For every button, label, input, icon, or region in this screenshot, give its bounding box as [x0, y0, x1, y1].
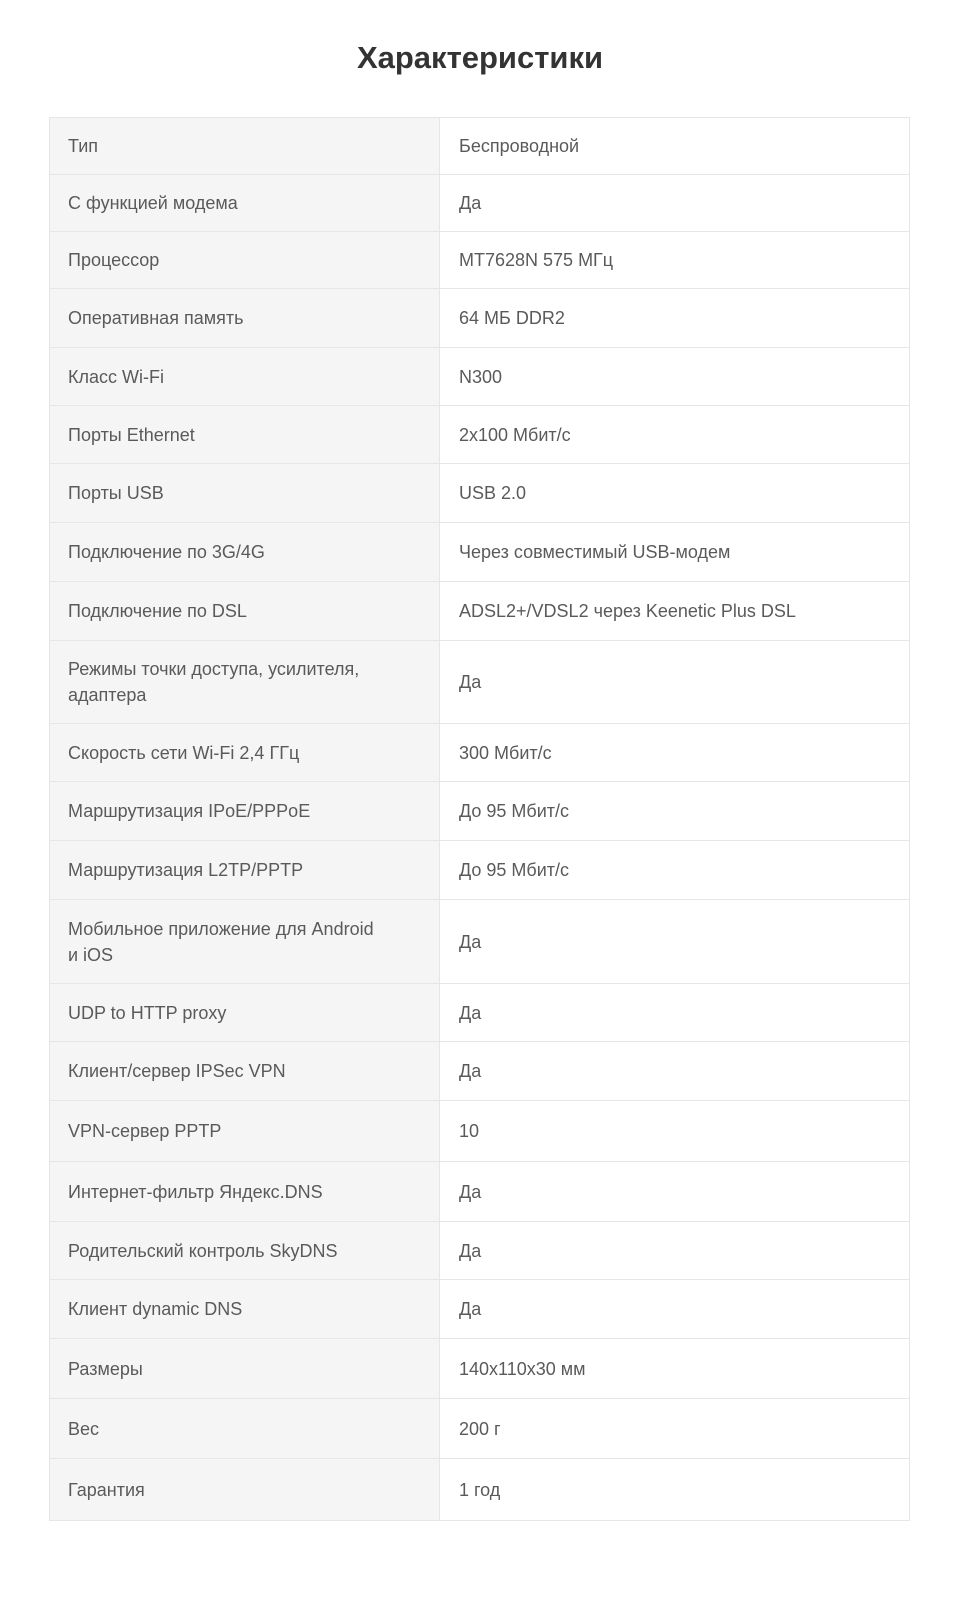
- spec-label: Маршрутизация IPoE/PPPoE: [50, 782, 440, 841]
- spec-label: Клиент dynamic DNS: [50, 1280, 440, 1339]
- spec-value: MT7628N 575 МГц: [440, 232, 910, 289]
- page-title: Характеристики: [356, 40, 604, 75]
- spec-label: Подключение по DSL: [50, 582, 440, 641]
- table-row: [50, 1339, 910, 1399]
- spec-label: Тип: [50, 118, 440, 175]
- table-row: [50, 782, 910, 841]
- table-row: [50, 724, 910, 782]
- table-row: [50, 348, 910, 406]
- spec-label: Родительский контроль SkyDNS: [50, 1222, 440, 1280]
- spec-value: 1 год: [440, 1459, 910, 1521]
- table-row: [50, 582, 910, 641]
- spec-label: UDP to HTTP proxy: [50, 984, 440, 1042]
- table-row: [50, 1222, 910, 1280]
- spec-value: Беспроводной: [440, 118, 910, 175]
- spec-label: Клиент/сервер IPSec VPN: [50, 1042, 440, 1101]
- spec-value: 64 МБ DDR2: [440, 289, 910, 348]
- spec-label: Размеры: [50, 1339, 440, 1399]
- table-row: [50, 1162, 910, 1222]
- spec-value: До 95 Мбит/с: [440, 841, 910, 900]
- spec-label: VPN-сервер PPTP: [50, 1101, 440, 1162]
- spec-value: Да: [440, 1162, 910, 1222]
- specs-table: [49, 117, 910, 1521]
- spec-label: Порты USB: [50, 464, 440, 523]
- spec-value: Да: [440, 984, 910, 1042]
- table-row: [50, 232, 910, 289]
- table-row: [50, 1399, 910, 1459]
- table-row: [50, 641, 910, 724]
- spec-value: 10: [440, 1101, 910, 1162]
- spec-label: Режимы точки доступа, усилителя, адаптера: [50, 641, 440, 724]
- table-row: [50, 1459, 910, 1521]
- table-row: [50, 523, 910, 582]
- table-row: [50, 1042, 910, 1101]
- specs-table-body: [50, 118, 910, 1521]
- spec-value: Да: [440, 1222, 910, 1280]
- spec-value: Да: [440, 641, 910, 724]
- table-row: [50, 406, 910, 464]
- table-row: [50, 841, 910, 900]
- spec-value: 300 Мбит/с: [440, 724, 910, 782]
- spec-label: Маршрутизация L2TP/PPTP: [50, 841, 440, 900]
- spec-label: Подключение по 3G/4G: [50, 523, 440, 582]
- table-row: [50, 464, 910, 523]
- spec-value: USB 2.0: [440, 464, 910, 523]
- spec-value: 140x110x30 мм: [440, 1339, 910, 1399]
- table-row: [50, 1101, 910, 1162]
- spec-value: Да: [440, 900, 910, 984]
- table-row: [50, 175, 910, 232]
- spec-label: Интернет-фильтр Яндекс.DNS: [50, 1162, 440, 1222]
- table-row: [50, 900, 910, 984]
- spec-value: ADSL2+/VDSL2 через Keenetic Plus DSL: [440, 582, 910, 641]
- spec-label: С функцией модема: [50, 175, 440, 232]
- spec-label: Вес: [50, 1399, 440, 1459]
- spec-value: Да: [440, 175, 910, 232]
- spec-label: Мобильное приложение для Android и iOS: [50, 900, 440, 984]
- spec-label: Класс Wi-Fi: [50, 348, 440, 406]
- spec-label: Скорость сети Wi-Fi 2,4 ГГц: [50, 724, 440, 782]
- spec-value: 200 г: [440, 1399, 910, 1459]
- spec-label: Порты Ethernet: [50, 406, 440, 464]
- table-row: [50, 1280, 910, 1339]
- spec-label: Процессор: [50, 232, 440, 289]
- spec-label: Оперативная память: [50, 289, 440, 348]
- spec-value: До 95 Мбит/с: [440, 782, 910, 841]
- spec-value: Да: [440, 1280, 910, 1339]
- spec-value: Да: [440, 1042, 910, 1101]
- spec-label: Гарантия: [50, 1459, 440, 1521]
- spec-value: Через совместимый USB-модем: [440, 523, 910, 582]
- table-row: [50, 118, 910, 175]
- spec-value: 2x100 Мбит/с: [440, 406, 910, 464]
- table-row: [50, 289, 910, 348]
- spec-value: N300: [440, 348, 910, 406]
- table-row: [50, 984, 910, 1042]
